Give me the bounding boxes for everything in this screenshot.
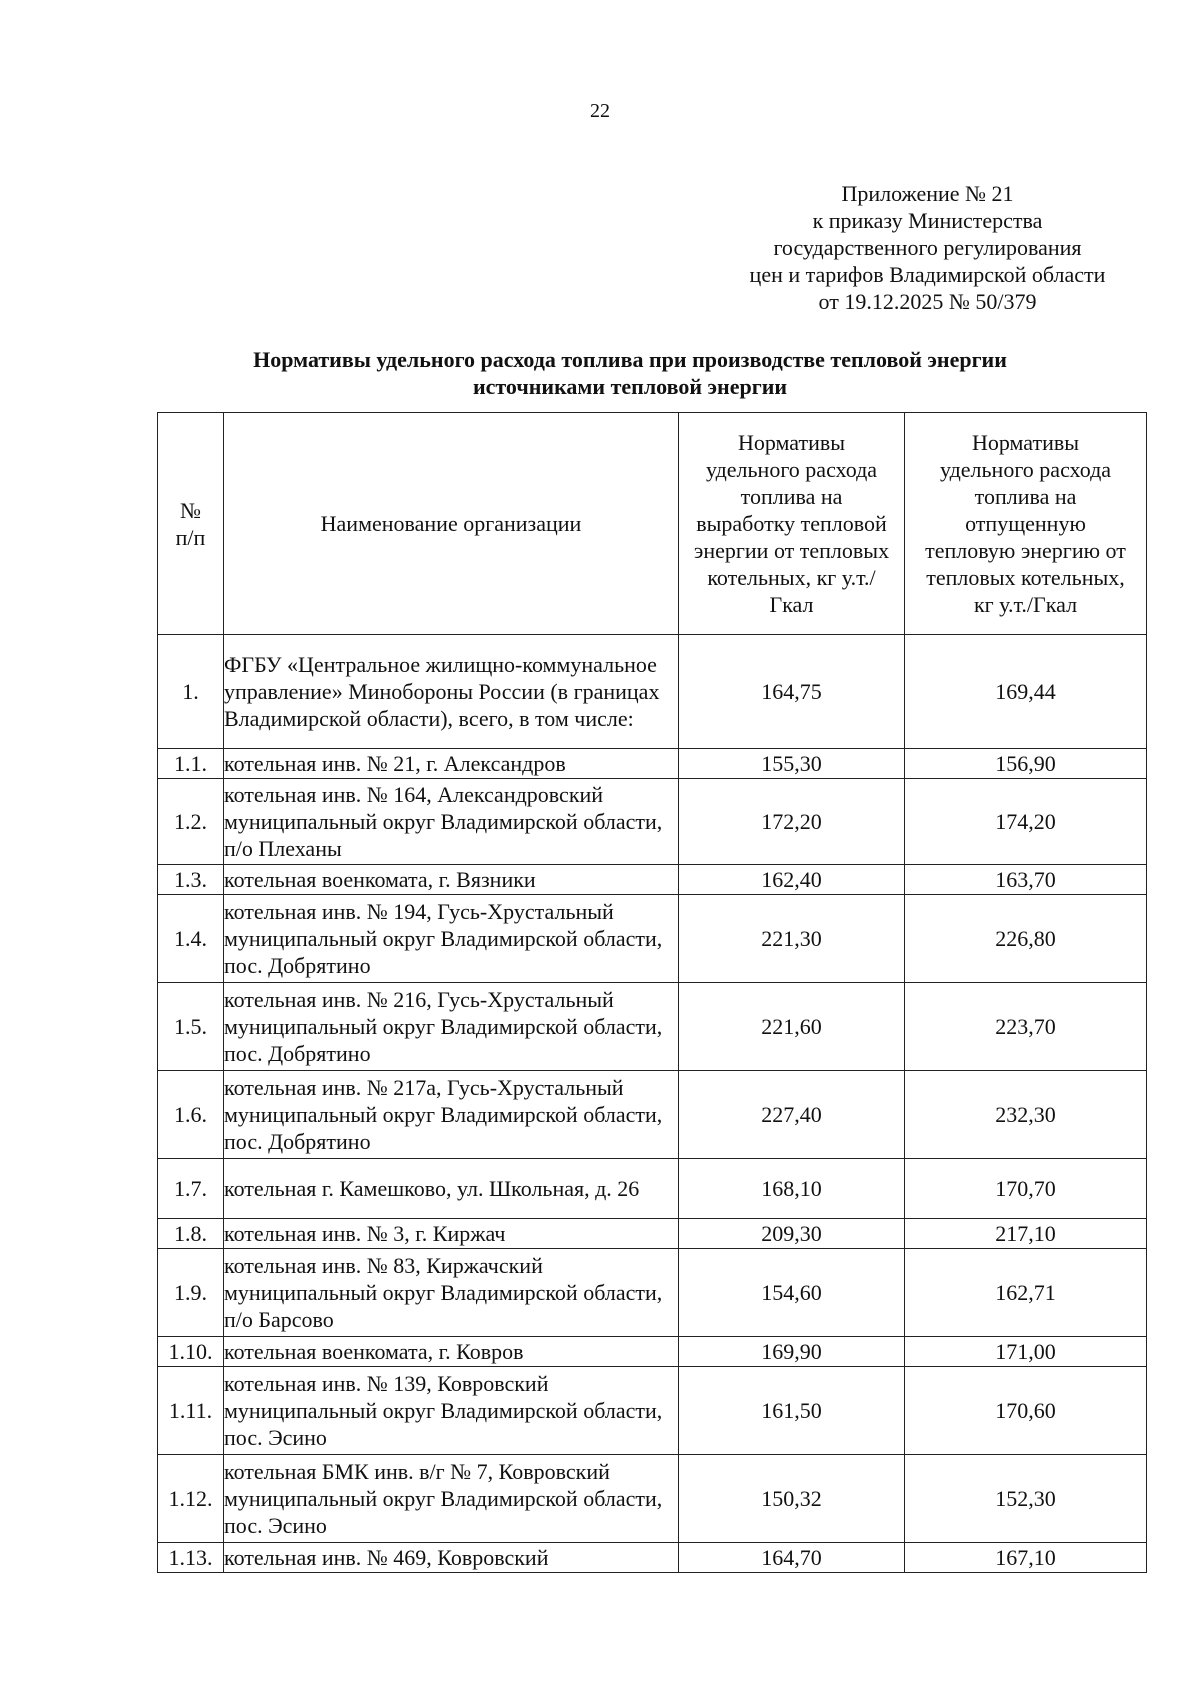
row-name: котельная инв. № 194, Гусь-Хрустальный муниципальный округ Владимирской области, пос. Добрятино	[224, 895, 679, 983]
appendix-line: Приложение № 21	[841, 181, 1014, 206]
row-num: 1.8.	[158, 1219, 224, 1249]
row-name: котельная инв. № 21, г. Александров	[224, 749, 679, 779]
row-num: 1.11.	[158, 1367, 224, 1455]
row-num: 1.3.	[158, 865, 224, 895]
row-value-supplied: 170,60	[905, 1367, 1147, 1455]
table-row	[158, 635, 1147, 749]
row-num: 1.9.	[158, 1249, 224, 1337]
table-row	[158, 1543, 1147, 1573]
row-value-production: 150,32	[679, 1455, 905, 1543]
row-value-supplied: 217,10	[905, 1219, 1147, 1249]
row-value-supplied: 170,70	[905, 1159, 1147, 1219]
row-value-production: 154,60	[679, 1249, 905, 1337]
row-value-supplied: 167,10	[905, 1543, 1147, 1573]
table-row	[158, 1159, 1147, 1219]
row-name: котельная инв. № 469, Ковровский	[224, 1543, 679, 1573]
row-name: котельная инв. № 217а, Гусь-Хрустальный муниципальный округ Владимирской области, пос. Добрятино	[224, 1071, 679, 1159]
row-value-supplied: 169,44	[905, 635, 1147, 749]
appendix-line: от 19.12.2025 № 50/379	[818, 289, 1037, 314]
table-row	[158, 749, 1147, 779]
row-value-production: 161,50	[679, 1367, 905, 1455]
row-name: котельная инв. № 83, Киржачский муниципальный округ Владимирской области, п/о Барсово	[224, 1249, 679, 1337]
row-num: 1.4.	[158, 895, 224, 983]
appendix-line: цен и тарифов Владимирской области	[749, 262, 1106, 287]
title-line: источниками тепловой энергии	[472, 374, 788, 399]
row-num: 1.1.	[158, 749, 224, 779]
row-name: котельная военкомата, г. Вязники	[224, 865, 679, 895]
row-value-production: 221,30	[679, 895, 905, 983]
table-row	[158, 865, 1147, 895]
row-num: 1.13.	[158, 1543, 224, 1573]
row-num: 1.5.	[158, 983, 224, 1071]
table-row	[158, 1219, 1147, 1249]
row-name: котельная военкомата, г. Ковров	[224, 1337, 679, 1367]
row-num: 1.2.	[158, 779, 224, 865]
row-num: 1.	[158, 635, 224, 749]
row-value-production: 172,20	[679, 779, 905, 865]
row-name: котельная инв. № 164, Александровский муниципальный округ Владимирской области, п/о Плеханы	[224, 779, 679, 865]
norms-table	[157, 412, 1147, 1573]
row-value-production: 164,75	[679, 635, 905, 749]
row-value-production: 164,70	[679, 1543, 905, 1573]
header-col1: Нормативы удельного расхода топлива на выработку тепловой энергии от тепловых котельных, кг у.т./Гкал	[679, 413, 905, 635]
row-value-production: 209,30	[679, 1219, 905, 1249]
table-row	[158, 895, 1147, 983]
row-name: котельная г. Камешково, ул. Школьная, д. 26	[224, 1159, 679, 1219]
row-num: 1.7.	[158, 1159, 224, 1219]
row-value-supplied: 156,90	[905, 749, 1147, 779]
table-row	[158, 1249, 1147, 1337]
header-name: Наименование организации	[224, 413, 679, 635]
row-value-supplied: 163,70	[905, 865, 1147, 895]
row-name: котельная инв. № 216, Гусь-Хрустальный муниципальный округ Владимирской области, пос. Добрятино	[224, 983, 679, 1071]
row-value-supplied: 162,71	[905, 1249, 1147, 1337]
row-value-production: 168,10	[679, 1159, 905, 1219]
table-row	[158, 983, 1147, 1071]
row-num: 1.12.	[158, 1455, 224, 1543]
row-num: 1.10.	[158, 1337, 224, 1367]
document-title	[180, 346, 1080, 400]
row-value-supplied: 226,80	[905, 895, 1147, 983]
row-num: 1.6.	[158, 1071, 224, 1159]
row-name: ФГБУ «Центральное жилищно-коммунальное управление» Минобороны России (в границах Владимирской области), всего, в том числе:	[224, 635, 679, 749]
row-value-supplied: 174,20	[905, 779, 1147, 865]
table-row	[158, 1337, 1147, 1367]
table-row	[158, 1455, 1147, 1543]
row-name: котельная инв. № 139, Ковровский муниципальный округ Владимирской области, пос. Эсино	[224, 1367, 679, 1455]
row-value-supplied: 223,70	[905, 983, 1147, 1071]
header-col2: Нормативы удельного расхода топлива на отпущенную тепловую энергию от тепловых котельных, кг у.т./Гкал	[905, 413, 1147, 635]
row-value-production: 155,30	[679, 749, 905, 779]
table-header-row	[158, 413, 1147, 635]
table-row	[158, 1071, 1147, 1159]
appendix-line: государственного регулирования	[773, 235, 1082, 260]
page-number: 22	[590, 100, 610, 122]
row-value-production: 162,40	[679, 865, 905, 895]
table-row	[158, 1367, 1147, 1455]
row-name: котельная инв. № 3, г. Киржач	[224, 1219, 679, 1249]
row-value-production: 169,90	[679, 1337, 905, 1367]
row-value-supplied: 232,30	[905, 1071, 1147, 1159]
row-value-production: 227,40	[679, 1071, 905, 1159]
row-value-production: 221,60	[679, 983, 905, 1071]
header-num: № п/п	[158, 413, 224, 635]
title-line: Нормативы удельного расхода топлива при производстве тепловой энергии	[253, 347, 1007, 372]
row-name: котельная БМК инв. в/г № 7, Ковровский муниципальный округ Владимирской области, пос. Эсино	[224, 1455, 679, 1543]
table-row	[158, 779, 1147, 865]
appendix-block	[690, 180, 1165, 315]
row-value-supplied: 152,30	[905, 1455, 1147, 1543]
appendix-line: к приказу Министерства	[812, 208, 1043, 233]
row-value-supplied: 171,00	[905, 1337, 1147, 1367]
